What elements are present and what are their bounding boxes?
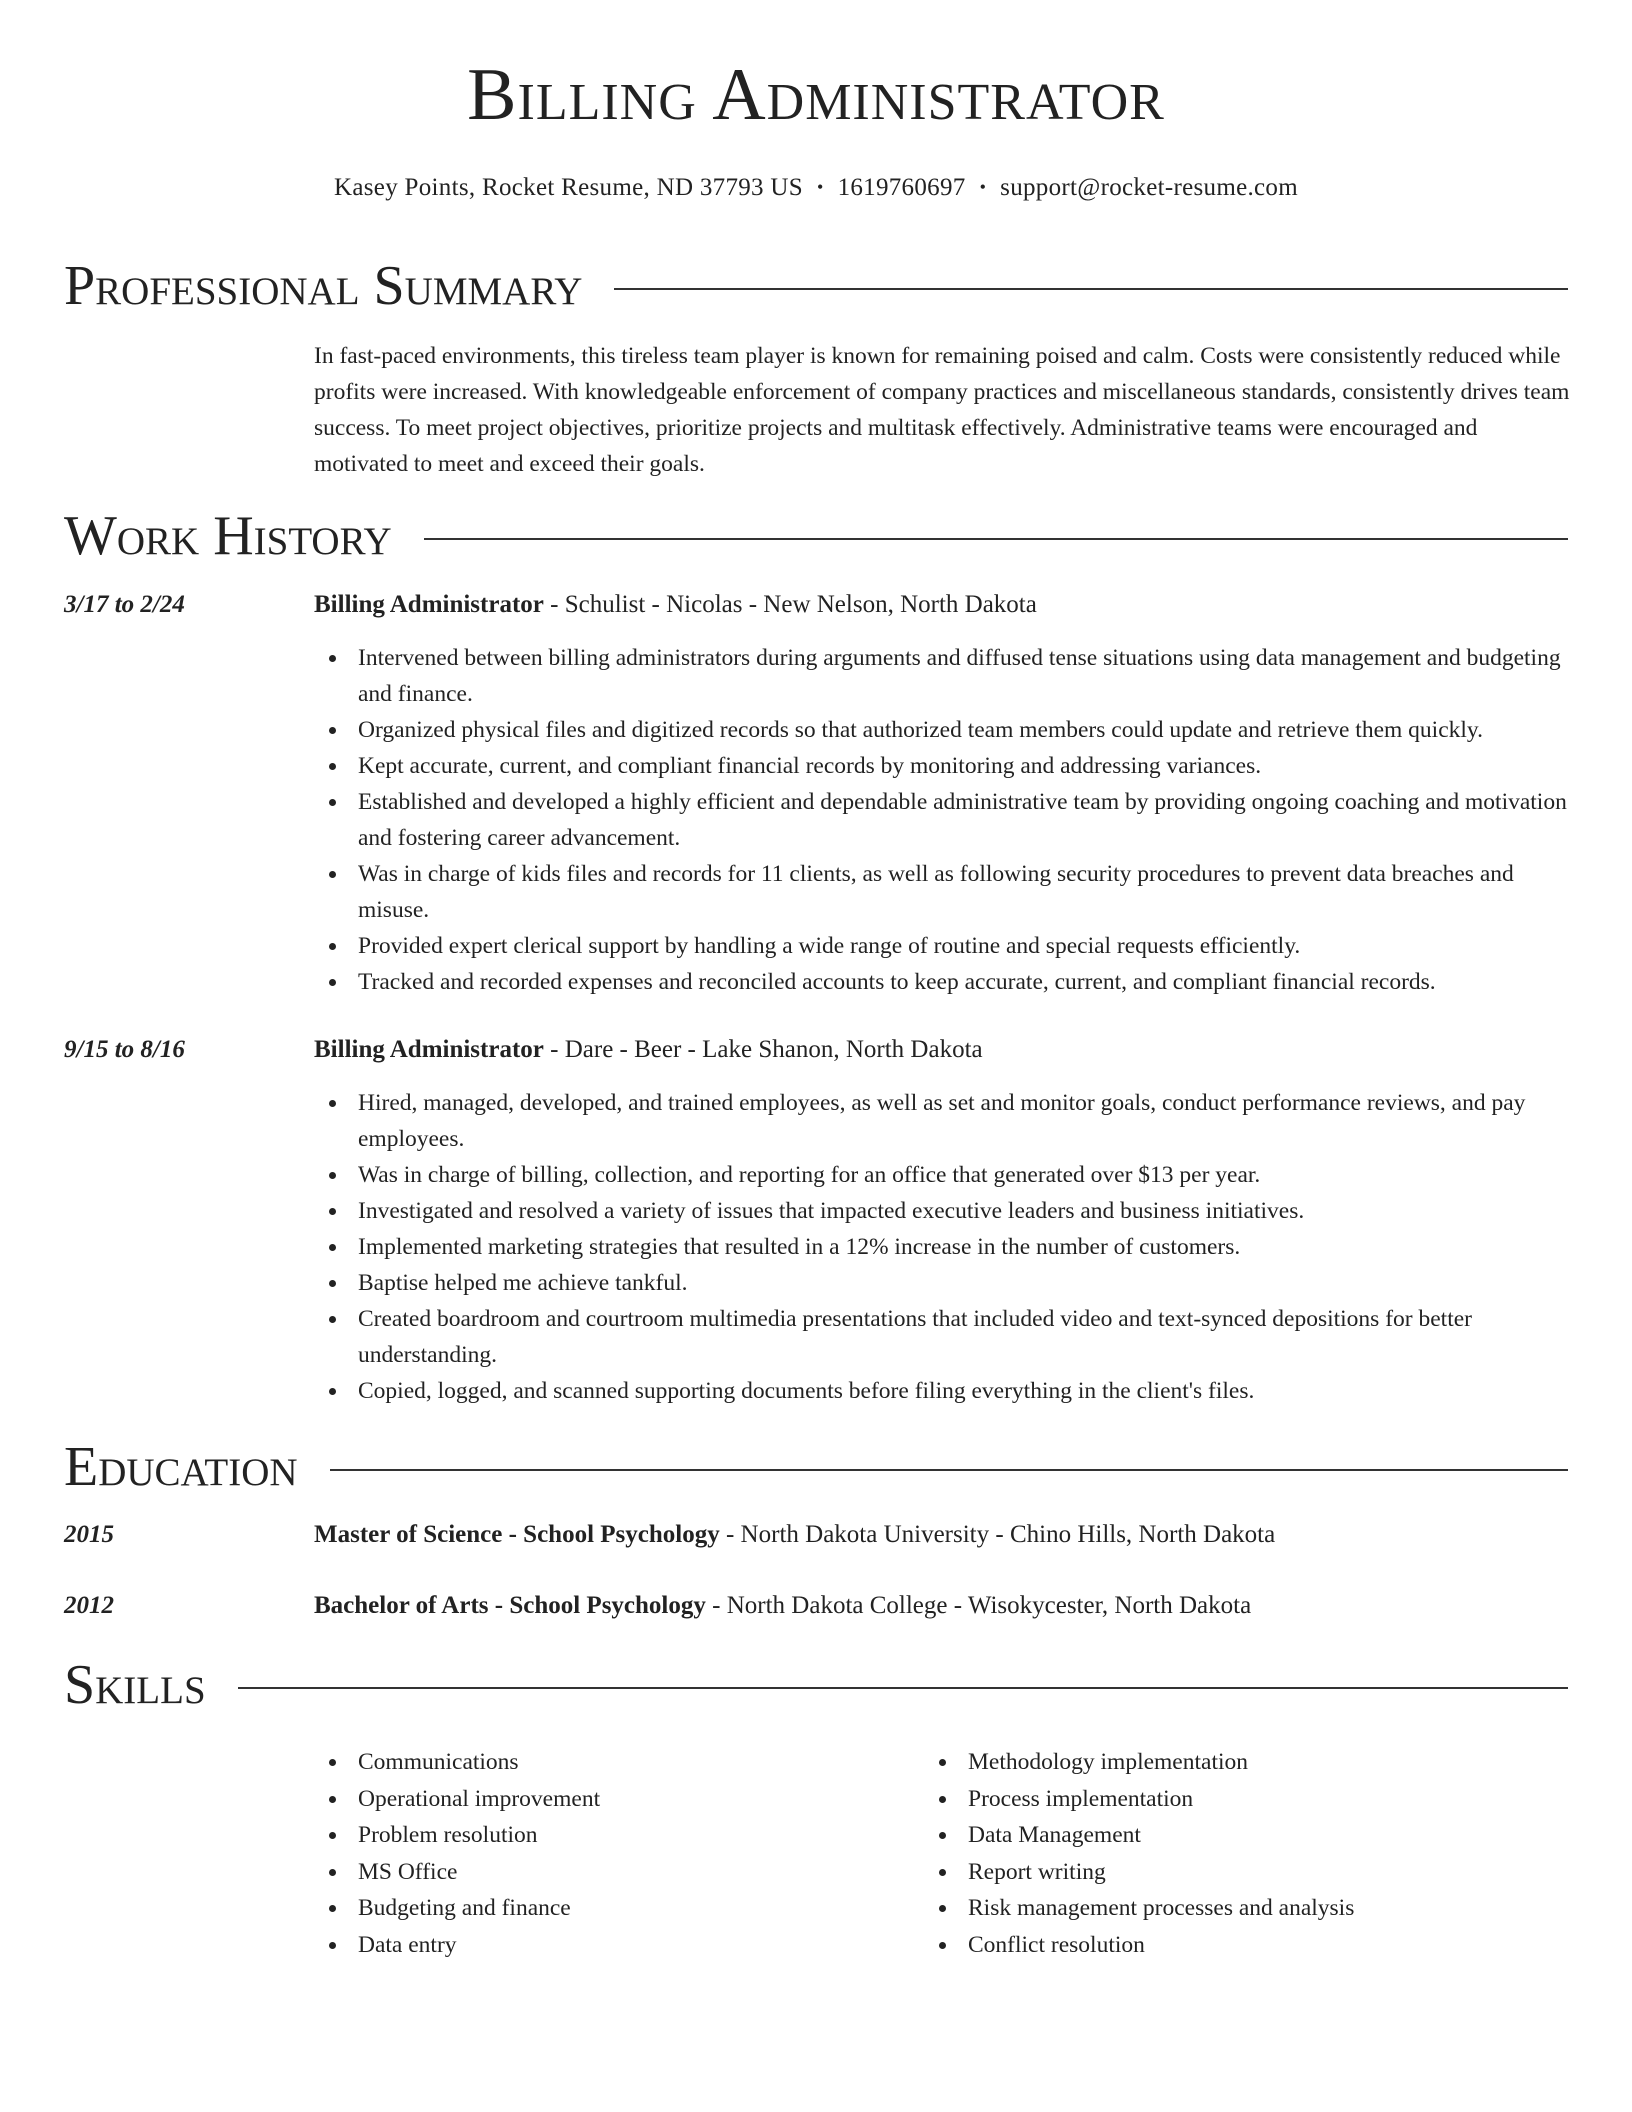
skill-item: Budgeting and finance — [314, 1890, 600, 1927]
contact-line — [0, 174, 1632, 202]
skill-item: Problem resolution — [314, 1817, 600, 1854]
list-item: Established and developed a highly efficient and dependable administrative team by providing ongoing coaching and motivation and fostering career advancement. — [314, 784, 1570, 856]
list-item: Intervened between billing administrators during arguments and diffused tense situations using data management and budgeting and finance. — [314, 640, 1570, 712]
list-item: Was in charge of kids files and records for 11 clients, as well as following security procedures to prevent data breaches and misuse. — [314, 856, 1570, 928]
skill-item: Operational improvement — [314, 1781, 600, 1818]
skill-item: Risk management processes and analysis — [924, 1890, 1354, 1927]
contact-separator: • — [979, 177, 987, 197]
list-item: Was in charge of billing, collection, and reporting for an office that generated over $13 per year. — [314, 1157, 1570, 1193]
list-item: Created boardroom and courtroom multimedia presentations that included video and text-synced depositions for better understanding. — [314, 1301, 1570, 1373]
section-title: Skills — [64, 1654, 206, 1716]
contact-phone: 1619760697 — [837, 174, 966, 201]
education-degree: Bachelor of Arts - School Psychology — [314, 1592, 706, 1619]
list-item: Investigated and resolved a variety of issues that impacted executive leaders and business initiatives. — [314, 1193, 1570, 1229]
section-divider — [614, 288, 1568, 290]
resume-name-heading: Billing Administrator — [467, 54, 1165, 136]
job-details: - Dare - Beer - Lake Shanon, North Dakota — [543, 1036, 983, 1063]
job-role: Billing Administrator — [314, 1036, 544, 1063]
job-role: Billing Administrator — [314, 591, 544, 618]
list-item: Hired, managed, developed, and trained employees, as well as set and monitor goals, conduct performance reviews, and pay employees. — [314, 1085, 1570, 1157]
list-item: Baptise helped me achieve tankful. — [314, 1265, 1570, 1301]
section-divider — [424, 538, 1568, 540]
skill-item: Conflict resolution — [924, 1927, 1354, 1964]
job-details: - Schulist - Nicolas - New Nelson, North Dakota — [543, 591, 1037, 618]
section-work-history — [64, 505, 1568, 567]
section-education — [64, 1436, 1568, 1498]
section-divider — [330, 1469, 1568, 1471]
skills-list-right — [924, 1744, 1354, 1963]
summary-text: In fast-paced environments, this tireless team player is known for remaining poised and calm. Costs were consistently reduced while profits were increased. With knowledgeable enforcement of company practices and miscellaneous standards, consistently drives team success. To meet project objectives, prioritize projects and multitask effectively. Administrative teams were encouraged and motivated to meet and exceed their goals. — [314, 343, 1570, 477]
job-title-line — [314, 1036, 983, 1064]
list-item: Tracked and recorded expenses and reconciled accounts to keep accurate, current, and compliant financial records. — [314, 964, 1570, 1000]
job-dates: 9/15 to 8/16 — [64, 1036, 185, 1063]
job-bullet-list — [314, 640, 1570, 1000]
contact-separator: • — [816, 177, 824, 197]
education-line — [314, 1521, 1275, 1549]
education-details: - North Dakota University - Chino Hills, North Dakota — [719, 1521, 1276, 1548]
contact-address: Kasey Points, Rocket Resume, ND 37793 US — [334, 174, 803, 201]
education-year: 2015 — [64, 1521, 114, 1548]
education-line — [314, 1592, 1251, 1620]
section-title: Work History — [64, 505, 392, 567]
job-dates: 3/17 to 2/24 — [64, 591, 185, 618]
skill-item: Methodology implementation — [924, 1744, 1354, 1781]
job-bullet-list — [314, 1085, 1570, 1409]
list-item: Kept accurate, current, and compliant financial records by monitoring and addressing variances. — [314, 748, 1570, 784]
list-item: Provided expert clerical support by handling a wide range of routine and special requests efficiently. — [314, 928, 1570, 964]
education-degree: Master of Science - School Psychology — [314, 1521, 720, 1548]
section-professional-summary — [64, 255, 1568, 317]
skill-item: Report writing — [924, 1854, 1354, 1891]
contact-email: support@rocket-resume.com — [1000, 174, 1298, 201]
skill-item: MS Office — [314, 1854, 600, 1891]
section-title: Education — [64, 1436, 298, 1498]
education-year: 2012 — [64, 1592, 114, 1619]
job-title-line — [314, 591, 1037, 619]
section-divider — [238, 1687, 1568, 1689]
skill-item: Communications — [314, 1744, 600, 1781]
section-skills — [64, 1654, 1568, 1716]
skills-list-left — [314, 1744, 600, 1963]
list-item: Implemented marketing strategies that resulted in a 12% increase in the number of customers. — [314, 1229, 1570, 1265]
list-item: Copied, logged, and scanned supporting documents before filing everything in the client's files. — [314, 1373, 1570, 1409]
skill-item: Data Management — [924, 1817, 1354, 1854]
list-item: Organized physical files and digitized records so that authorized team members could update and retrieve them quickly. — [314, 712, 1570, 748]
skill-item: Process implementation — [924, 1781, 1354, 1818]
education-details: - North Dakota College - Wisokycester, North Dakota — [705, 1592, 1252, 1619]
skill-item: Data entry — [314, 1927, 600, 1964]
section-title: Professional Summary — [64, 255, 583, 317]
